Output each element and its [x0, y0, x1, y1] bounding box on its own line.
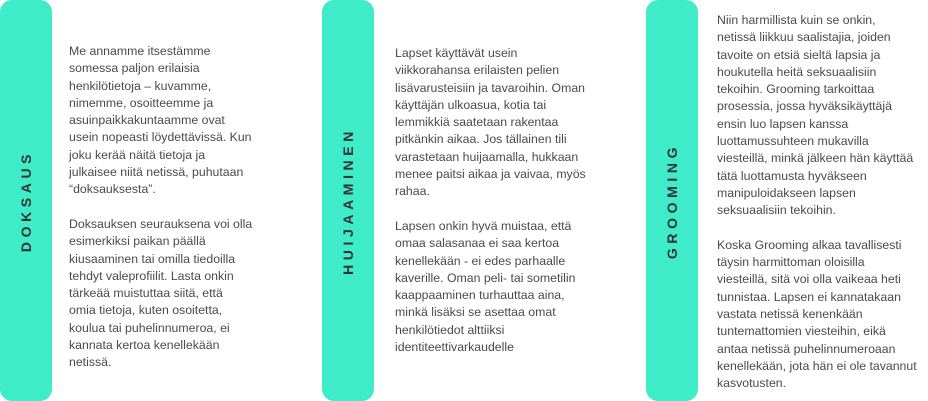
- section-bar-huijaaminen: [322, 0, 374, 401]
- paragraph: Koska Grooming alkaa tavallisesti täysin harmittoman oloisilla viesteillä, sitä voi olla vaikeaa heti tunnistaa. Lapsen ei kannatakaan vastata netissä kenenkään tuntemattomien viesteihin, eikä antaa netissä puhelinnumeroaan kenellekään, jota hän ei ole tavannut kasvotusten.: [717, 237, 917, 391]
- paragraph: Niin harmillista kuin se onkin, netissä liikkuu saalistajia, joiden tavoite on etsiä sieltä lapsia ja houkutella heitä seksuaalisiin tekoihin. Grooming tarkoittaa prosessia, jossa hyväksikäyttäjä ensin luo lapsen kanssa luottamussuhteen mukavilla viesteillä, minkä jälkeen hän käyttää tätä luottamusta hyväkseen manipuloidakseen lapsen seksuaalisiin tekoihin.: [717, 13, 914, 218]
- section-text-huijaaminen: [395, 45, 635, 356]
- paragraph: Lapsen onkin hyvä muistaa, että omaa salasanaa ei saa kertoa kenellekään - ei edes parhaalle kaverille. Oman peli- tai sometilin kaappaaminen turhauttaa aina, minkä lisäksi se asettaa omat henkilötiedot alttiiksi identiteettivarkaudelle: [395, 218, 576, 355]
- paragraph: Doksauksen seurauksena voi olla esimerkiksi paikan päällä kiusaaminen tai omilla tiedoilla tehdyt valeprofiilit. Lasta onkin tärkeää muistuttaa siitä, että omia tietoja, kuten osoitetta, koulua tai puhelinnumeroa, ei kannata kertoa kenellekään netissä.: [69, 216, 253, 370]
- section-bar-grooming: [646, 0, 698, 401]
- section-title-grooming: GROOMING: [664, 142, 681, 259]
- paragraph: Me annamme itsestämme somessa paljon erilaisia henkilötietoja – kuvamme, nimemme, osoitteemme ja asuinpaikkakuntaamme ovat usein nopeasti löydettävissä. Kun joku kerää näitä tietoja ja julkaisee niitä netissä, puhutaan “doksauksesta”.: [69, 44, 252, 197]
- section-text-doksaus: [69, 43, 309, 372]
- section-title-doksaus: DOKSAUS: [18, 149, 34, 252]
- section-bar-doksaus: [0, 0, 52, 401]
- paragraph: Lapset käyttävät usein viikkorahansa erilaisten pelien lisävarusteisiin ja tavaroihin. Oman käyttäjän ulkoasua, kotia tai lemmikkiä saatetaan rakentaa pitkänkin aikaa. Jos tällainen tili varastetaan huijaamalla, hukkaan menee paitsi aikaa ja vaivaa, myös rahaa.: [395, 46, 586, 199]
- section-title-huijaaminen: HUIJAAMINEN: [340, 126, 357, 275]
- section-text-grooming: [717, 12, 925, 393]
